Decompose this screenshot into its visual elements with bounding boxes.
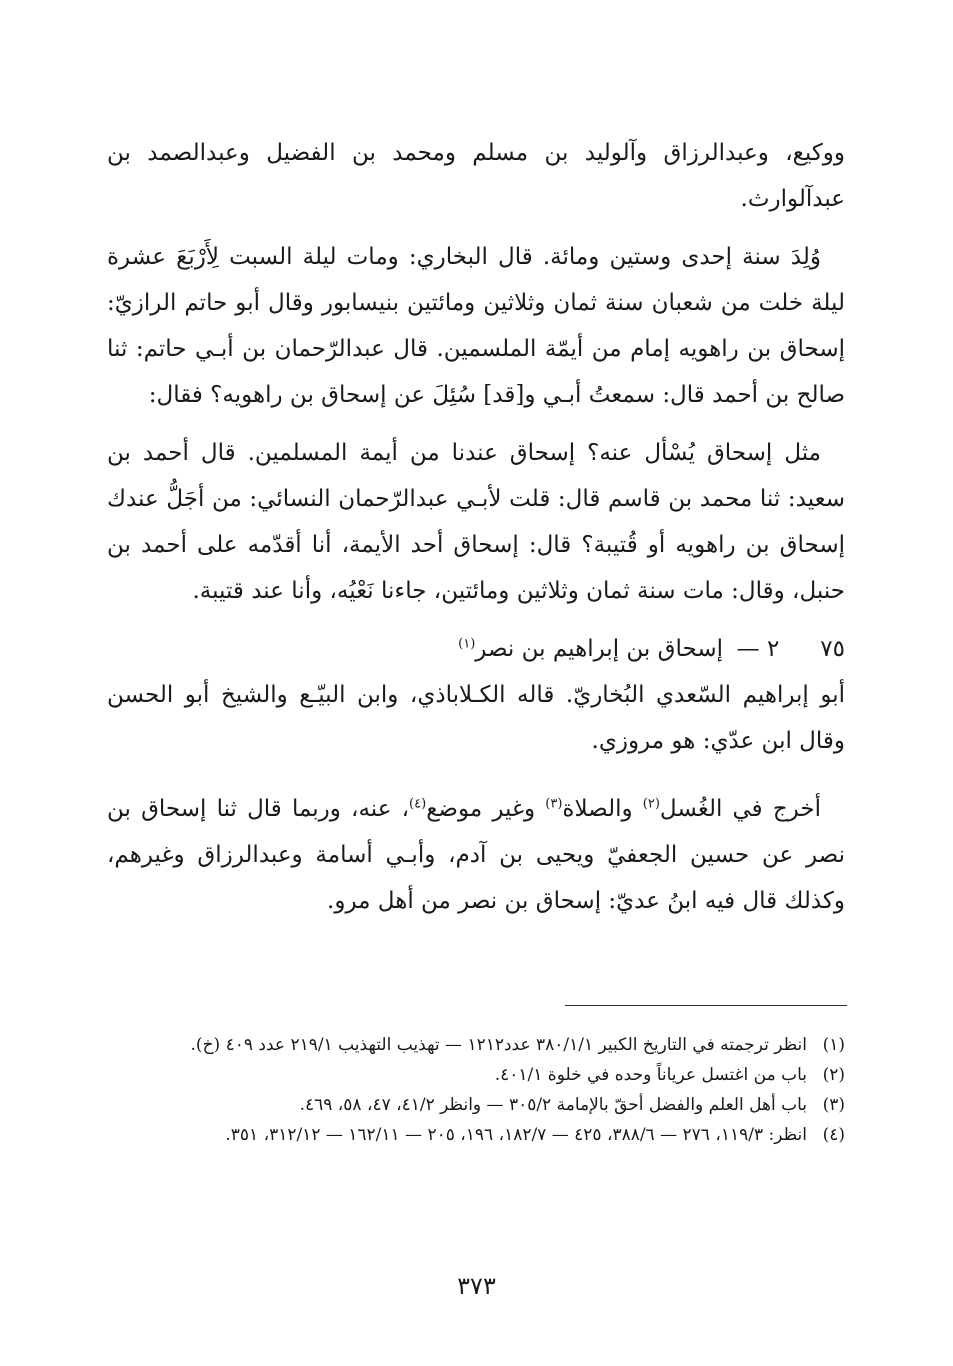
footnote-text: باب من اغتسل عرياناً وحده في خلوة ٤٠١/١. — [494, 1065, 807, 1085]
entry-title: إسحاق بن إبراهيم بن نصر — [475, 636, 723, 662]
footnote-ref-1[interactable]: (١) — [458, 636, 476, 652]
entry-heading — [107, 626, 845, 672]
entry-paragraph-1: أبو إبراهيم السّعدي البُخاريّ. قاله الكـلاباذي، وابن البيّـع والشيخ أبو الحسن وقال ابن عدّي: هو مروزي. — [107, 682, 845, 754]
main-text — [107, 130, 845, 936]
entry-paragraph-2-part4: ، عنه، وربما قال ثنا إسحاق بن نصر عن حسين الجعفيّ ويحيى بن آدم، وأبـي أسامة وعبدالرزاق وغيرهم، وكذلك قال فيه ابنُ عديّ: إسحاق بن نصر من أهل مرو. — [107, 796, 845, 914]
footnote-text: انظر ترجمته في التاريخ الكبير ٣٨٠/١/١ عدد١٢١٢ — تهذيب التهذيب ٢١٩/١ عدد ٤٠٩ (خ). — [190, 1035, 807, 1055]
footnote-text: انظر: ١١٩/٣، ٢٧٦ — ٣٨٨/٦، ٤٢٥ — ١٨٢/٧، ١٩٦، ٢٠٥ — ١٦٢/١١ — ٣١٢/١٢، ٣٥١. — [225, 1125, 807, 1145]
footnote-number: (١) — [822, 1035, 845, 1055]
footnote-ref-3[interactable]: (٣) — [545, 796, 563, 812]
footnote-divider — [565, 1005, 847, 1006]
footnote-text: باب أهل العلم والفضل أحقّ بالإمامة ٣٠٥/٢ — وانظر ٤١/٢، ٤٧، ٥٨، ٤٦٩. — [299, 1095, 807, 1115]
footnote-1 — [107, 1030, 845, 1060]
footnote-ref-2[interactable]: (٢) — [642, 796, 660, 812]
paragraph-3: مثل إسحاق يُسْأل عنه؟ إسحاق عندنا من أيمة المسلمين. قال أحمد بن سعيد: ثنا محمد بن قاسم قال: قلت لأبـي عبدالرّحمان النسائي: من أجَلُّ عندك إسحاق بن راهويه أو قُتيبة؟ قال: إسحاق أحد الأيمة، أنا أقدّمه على أحمد بن حنبل، وقال: مات سنة ثمان وثلاثين ومائتين، جاءنا نَعْيُه، وأنا عند قتيبة. — [107, 440, 845, 604]
entry-paragraph-2 — [107, 786, 845, 924]
entry-title-wrap — [107, 626, 723, 672]
entry-paragraph-2-part2: والصلاة — [562, 796, 643, 822]
footnote-2 — [107, 1060, 845, 1090]
entry-paragraph-2-part1: أخرج في الغُسل — [659, 796, 821, 822]
footnotes — [107, 1030, 845, 1150]
entry-sub-number: ٢ — — [736, 636, 780, 662]
paragraph-2: وُلِدَ سنة إحدى وستين ومائة. قال البخاري: ومات ليلة السبت لِأَرْبَعَ عشرة ليلة خلت من شعبان سنة ثمان وثلاثين ومائتين بنيسابور وقال أبو حاتم الرازيّ: إسحاق بن راهويه إمام من أيمّة الملسمين. قال عبدالرّحمان بن أبـي حاتم: ثنا صالح بن أحمد قال: سمعتُ أبـي و[قد] سُئِلَ عن إسحاق بن راهويه؟ فقال: — [107, 244, 845, 408]
entry-number: ٧٥ — [820, 636, 845, 662]
paragraph-1: ووكيع، وعبدالرزاق وآلوليد بن مسلم ومحمد بن الفضيل وعبدالصمد بن عبدآلوارث. — [107, 140, 845, 212]
entry-paragraph-2-part3: وغير موضع — [426, 796, 546, 822]
footnote-ref-4[interactable]: (٤) — [409, 796, 427, 812]
footnote-number: (٢) — [822, 1065, 845, 1085]
footnote-number: (٤) — [822, 1125, 845, 1145]
footnote-3 — [107, 1090, 845, 1120]
footnote-number: (٣) — [822, 1095, 845, 1115]
page-number: ٣٧٣ — [457, 1272, 496, 1300]
footnote-4 — [107, 1120, 845, 1150]
